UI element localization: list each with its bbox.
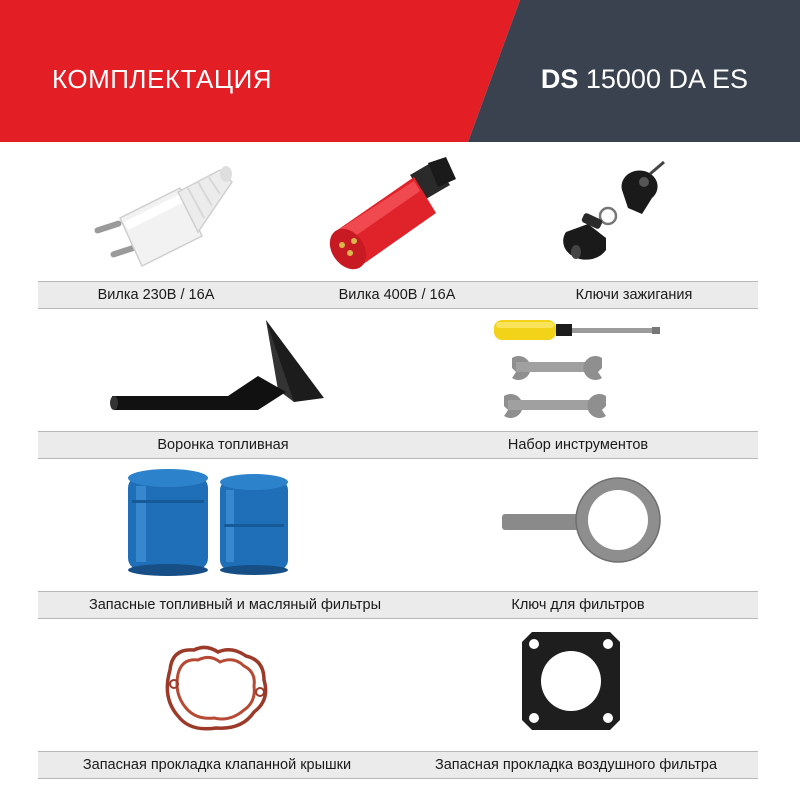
page-title: КОМПЛЕКТАЦИЯ	[52, 64, 273, 94]
item-caption: Ключи зажигания	[575, 287, 693, 303]
fuel-funnel-icon	[108, 318, 328, 428]
model-number: 15000 DA ES	[578, 64, 748, 94]
caption-bar-row-3	[38, 591, 758, 619]
item-caption: Запасная прокладка воздушного фильтра	[434, 757, 718, 773]
plug-230v-icon	[80, 158, 250, 278]
caption-bar-row-2	[38, 431, 758, 459]
item-caption: Запасная прокладка клапанной крышки	[82, 757, 352, 773]
item-caption: Набор инструментов	[507, 437, 649, 453]
air-filter-gasket-icon	[518, 628, 624, 734]
model-name	[541, 64, 748, 94]
filter-wrench-icon	[496, 466, 671, 578]
item-caption: Воронка топливная	[157, 437, 289, 453]
valve-cover-gasket-icon	[160, 640, 272, 736]
ignition-keys-icon	[552, 160, 672, 275]
header-banner	[0, 0, 800, 142]
caption-bar-row-1	[38, 281, 758, 309]
item-caption: Вилка 230В / 16А	[97, 287, 215, 303]
spare-filters-icon	[122, 466, 302, 578]
plug-400v-icon	[318, 153, 468, 278]
item-caption: Ключ для фильтров	[511, 597, 645, 613]
tool-set-icon	[490, 316, 665, 428]
model-prefix: DS	[540, 64, 579, 94]
item-caption: Запасные топливный и масляный фильтры	[88, 597, 382, 613]
caption-bar-row-4	[38, 751, 758, 779]
item-caption: Вилка 400В / 16А	[338, 287, 456, 303]
